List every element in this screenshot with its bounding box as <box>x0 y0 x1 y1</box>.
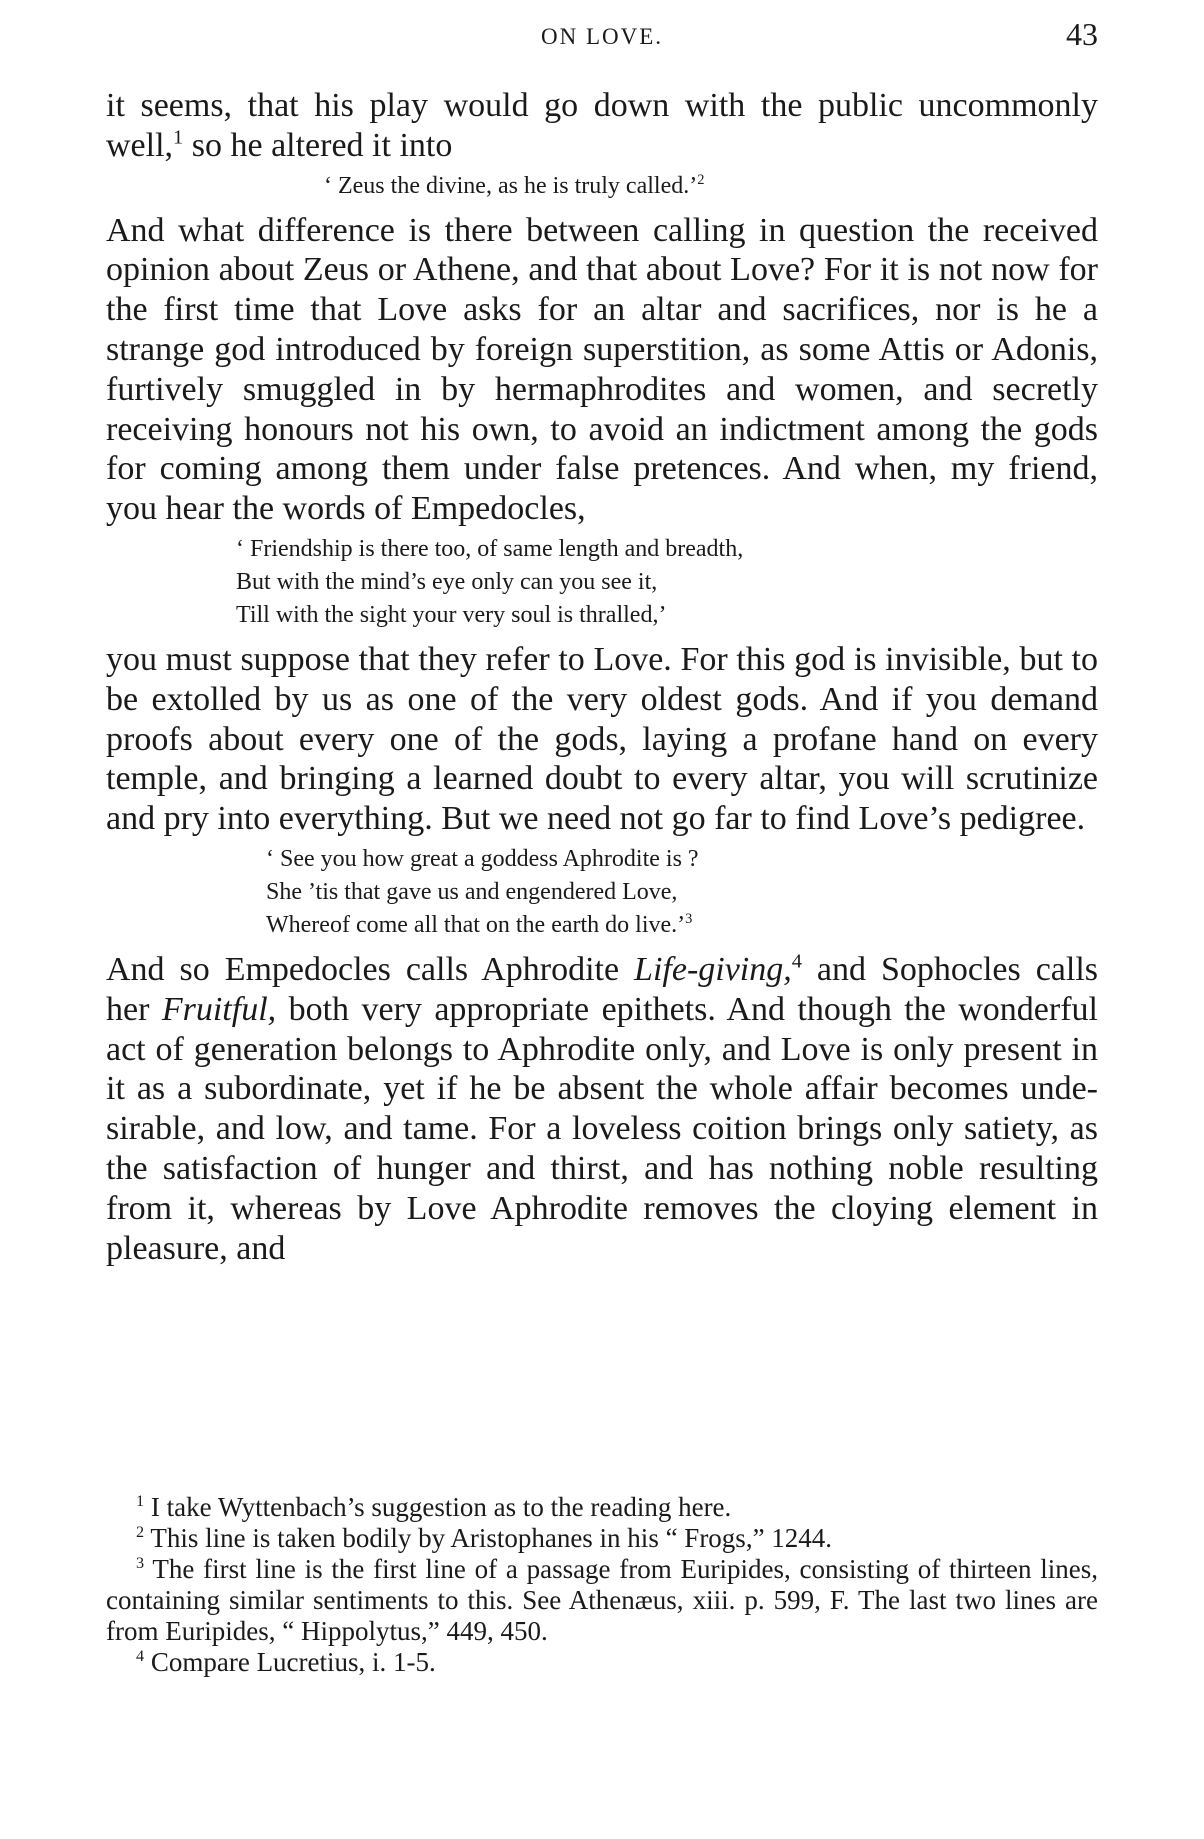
footnote <box>106 1492 1098 1523</box>
verse-line <box>266 909 1098 942</box>
verse-line: She ’tis that gave us and engendered Love, <box>266 878 678 905</box>
paragraph-4-text-c: both very appropriate epithets. And though the wonderful act of generation belongs to Aphrodite only, and Love is only present in it as a subordinate, yet if he be absent the whole affair becomes undesirable, and low, and tame. For a loveless coition brings only satiety, as the satisfaction of hunger and thirst, and has nothing noble resulting from it, whereas by Love Aphrodite removes the cloying element in pleasure, and <box>106 990 1098 1267</box>
verse-line: ‘ Friendship is there too, of same length and breadth, <box>236 535 744 562</box>
verse-line-text: Whereof come all that on the earth do live.’ <box>266 911 686 938</box>
paragraph-4-text-a: And so Empedocles calls Aphrodite <box>106 950 635 988</box>
footnote-number: 4 <box>136 1647 145 1665</box>
footnote <box>106 1523 1098 1554</box>
footnote-ref-1: 1 <box>173 126 184 149</box>
footnote-text: I take Wyttenbach’s suggestion as to the reading here. <box>144 1492 732 1522</box>
page-header <box>0 14 1204 54</box>
footnote-ref-4: 4 <box>791 950 802 973</box>
footnote-number: 2 <box>136 1523 145 1541</box>
footnote-ref-2: 2 <box>697 171 705 188</box>
footnote-text: The first line is the first line of a passage from Euripides, consisting of thirteen lines, containing similar sentiments to this. See Athenæus, xiii. p. 599, F. The last two lines are from Euripides, “ Hippolytus,” 449, 450. <box>106 1554 1098 1646</box>
paragraph-1-text-b: so he altered it into <box>183 126 453 164</box>
main-text <box>106 86 1098 1268</box>
epithet-life-giving: Life-giving, <box>634 950 792 988</box>
footnote-number: 1 <box>136 1492 145 1510</box>
paragraph-4 <box>106 950 1098 1268</box>
footnote <box>106 1647 1098 1678</box>
footnote-ref-3: 3 <box>685 910 693 927</box>
verse-line: ‘ See you how great a goddess Aphrodite is ? <box>266 845 699 872</box>
footnote-text: Compare Lucretius, i. 1-5. <box>144 1647 436 1677</box>
epithet-fruitful: Fruitful, <box>161 990 277 1028</box>
verse-quote-3 <box>106 843 1098 942</box>
footnote-number: 3 <box>136 1554 145 1572</box>
page-number: 43 <box>1066 16 1098 52</box>
paragraph-4-text-b: and Sophocles calls her <box>106 950 1098 1028</box>
footnotes <box>106 1492 1098 1678</box>
verse-quote-1 <box>106 170 1098 203</box>
running-title: ON LOVE. <box>540 24 664 49</box>
paragraph-1 <box>106 86 1098 166</box>
paragraph-3: you must suppose that they refer to Love. For this god is invisible, but to be extolled by us as one of the very oldest gods. And if you demand proofs about every one of the gods, laying a profane hand on every temple, and bringing a learned doubt to every altar, you will scrutinize and pry into everything. But we need not go far to find Love’s pedigree. <box>106 640 1098 838</box>
footnote <box>106 1554 1098 1647</box>
verse-line: But with the mind’s eye only can you see it, <box>236 568 658 595</box>
verse-line: Till with the sight your very soul is thralled,’ <box>236 601 667 628</box>
paragraph-2: And what difference is there between calling in question the received opinion about Zeus or Athene, and that about Love? For it is not now for the first time that Love asks for an altar and sacrifices, nor is he a strange god introduced by foreign superstition, as some Attis or Adonis, furtively smuggled in by hermaphrodites and women, and secretly receiving honours not his own, to avoid an indictment among the gods for coming among them under false pretences. And when, my friend, you hear the words of Empedocles, <box>106 211 1098 528</box>
verse-quote-1-text: ‘ Zeus the divine, as he is truly called.’ <box>324 172 698 199</box>
paragraph-1-text-a: it seems, that his play would go down with the public uncommonly well, <box>106 87 1098 164</box>
footnote-text: This line is taken bodily by Aristophanes in his “ Frogs,” 1244. <box>144 1523 833 1553</box>
verse-quote-2 <box>106 533 1098 632</box>
